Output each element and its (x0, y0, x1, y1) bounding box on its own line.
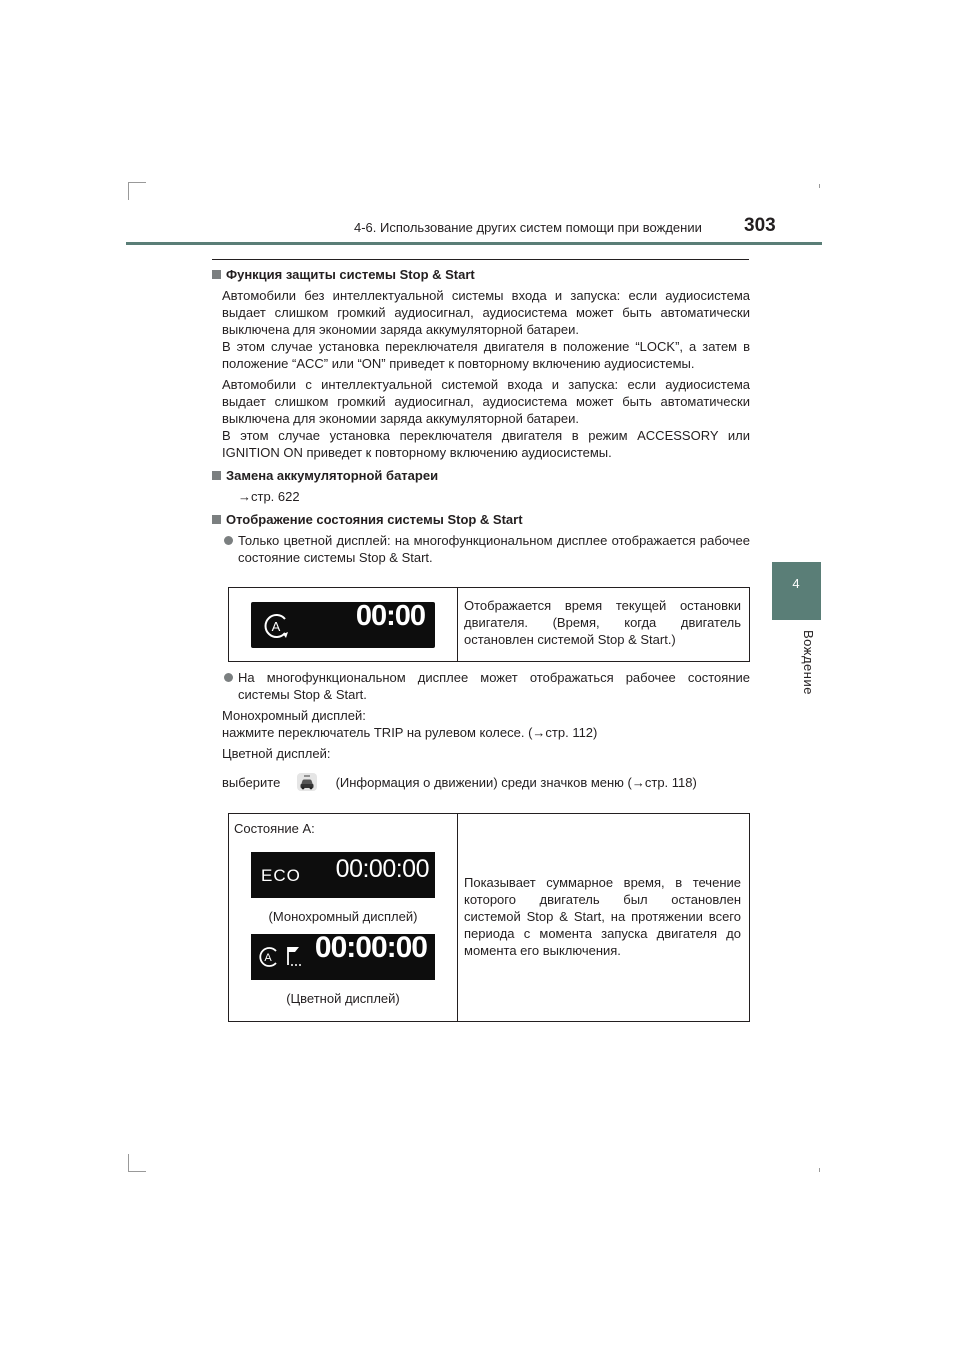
circle-bullet-icon (224, 673, 233, 682)
page-reference (212, 488, 750, 505)
mono-instruction (212, 724, 750, 741)
square-bullet-icon (212, 270, 221, 279)
paragraph: Автомобили с интеллектуальной системой входа и запуска: если аудиосистема выдает слишком громкий аудиосигнал, аудиосистема может быть автоматически выключена для экономии заряда аккумуляторной батареи. (222, 377, 750, 426)
content-top-rule (212, 259, 749, 260)
chapter-number: 4 (792, 576, 800, 591)
screens-cell (229, 814, 458, 1022)
description-text: Отображается время текущей остановки двигателя. (Время, когда двигатель остановлен системой Stop & Start.) (464, 598, 741, 647)
paragraph: В этом случае установка переключателя двигателя в положение “LOCK”, а затем в положение “ACC” или “ON” приведет к повторному включению аудиосистемы. (222, 339, 750, 371)
color-display-screen (251, 602, 435, 648)
arrow-icon: → (532, 725, 546, 740)
header-rule (126, 242, 822, 245)
bullet-text: Только цветной дисплей: на многофункциональном дисплее отображается рабочее состояние системы Stop & Start. (238, 533, 750, 565)
square-bullet-icon (212, 515, 221, 524)
page-reference-link[interactable]: стр. 112) (545, 725, 598, 740)
main-content (212, 266, 750, 566)
section-title (212, 467, 750, 484)
status-table-1 (228, 587, 750, 662)
description-cell (458, 588, 750, 662)
crop-mark-bottom-left-v (128, 1154, 129, 1172)
arrow-icon: → (238, 489, 251, 504)
car-info-icon (296, 772, 318, 792)
state-label: Состояние A: (234, 821, 315, 836)
bullet-text: На многофункциональном дисплее может отображаться рабочее состояние системы Stop & Start. (238, 670, 750, 702)
crop-mark-bottom-right (819, 1168, 820, 1172)
status-table-2 (228, 813, 750, 1022)
stop-time-readout: 00:00 (355, 600, 425, 632)
paragraph: В этом случае установка переключателя двигателя в режим ACCESSORY или IGNITION ON приведет к повторному включению аудиосистемы. (222, 428, 750, 460)
color-caption: (Цветной дисплей) (286, 991, 400, 1006)
bullet-item (212, 532, 750, 566)
mono-label: Монохромный дисплей: (222, 708, 366, 723)
crop-mark-top-left-h (128, 182, 146, 183)
auto-stop-icon (257, 944, 281, 970)
auto-stop-icon (261, 611, 291, 641)
color-text: выберите (222, 775, 281, 790)
color-display-screen (251, 931, 435, 980)
section-title-text: Функция защиты системы Stop & Start (226, 267, 475, 282)
bullet-item (212, 669, 750, 703)
chapter-label: Вождение (801, 630, 816, 695)
square-bullet-icon (212, 471, 221, 480)
description-text: Показывает суммарное время, в течение которого двигатель был остановлен системой Stop & Start, на протяжении всего периода с момента запуска двигателя до момента его выключения. (464, 875, 741, 958)
mono-text: нажмите переключатель TRIP на рулевом колесе. ( (222, 725, 533, 740)
after-table-content (212, 669, 750, 792)
mono-time-readout: 00:00:00 (335, 855, 429, 883)
circle-bullet-icon (224, 536, 233, 545)
section-title-text: Замена аккумуляторной батареи (226, 468, 439, 483)
color-instruction (212, 772, 750, 792)
crop-mark-top-right (819, 184, 820, 188)
color-time-readout: 00:00:00 (314, 931, 427, 964)
description-cell (458, 814, 750, 1022)
mono-caption: (Монохромный дисплей) (268, 909, 418, 924)
paragraph: Автомобили без интеллектуальной системы входа и запуска: если аудиосистема выдает слишком громкий аудиосигнал, аудиосистема может быть автоматически выключена для экономии заряда аккумуляторной батареи. (222, 288, 750, 337)
eco-indicator: ECO (261, 866, 301, 885)
section-title-text: Отображение состояния системы Stop & Start (226, 512, 523, 527)
mono-display-screen (251, 852, 435, 898)
svg-text:A: A (264, 952, 272, 964)
flag-icon (285, 943, 307, 969)
page-reference-link[interactable]: стр. 622 (251, 489, 300, 504)
section-header: 4-6. Использование других систем помощи при вождении (354, 220, 702, 235)
section-title (212, 511, 750, 528)
crop-mark-top-left-v (128, 182, 129, 200)
section-title (212, 266, 750, 283)
crop-mark-bottom-left-h (128, 1171, 146, 1172)
svg-text:A: A (271, 619, 281, 634)
color-text: (Информация о движении) среди значков меню ( (335, 775, 632, 790)
chapter-tab (772, 562, 821, 620)
arrow-icon: → (631, 775, 645, 790)
page-reference-link[interactable]: стр. 118) (644, 775, 697, 790)
page-number: 303 (744, 215, 776, 236)
screen-cell (229, 588, 458, 662)
color-label: Цветной дисплей: (222, 746, 331, 761)
